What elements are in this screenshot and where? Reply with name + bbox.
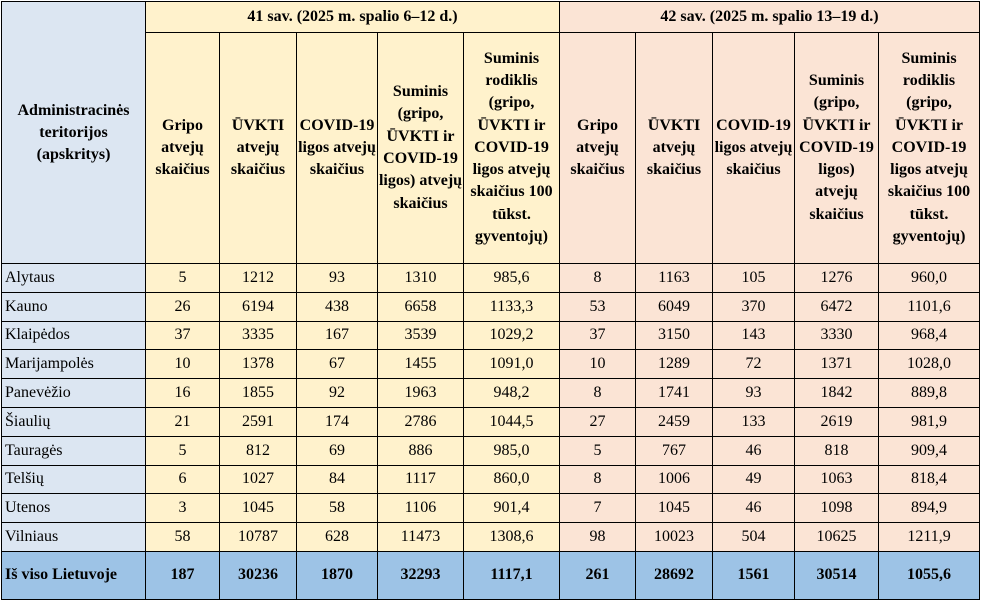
week-42-value: 8 bbox=[560, 465, 636, 494]
week-42-value: 3150 bbox=[636, 321, 713, 350]
table-row bbox=[2, 436, 980, 465]
week-42-value: 1371 bbox=[795, 350, 879, 379]
week-41-value: 1310 bbox=[378, 264, 464, 293]
week-41-value: 1045 bbox=[220, 494, 297, 523]
week-41-value: 6658 bbox=[378, 292, 464, 321]
week-41-value: 1027 bbox=[220, 465, 297, 494]
week-42-header: 42 sav. (2025 m. spalio 13–19 d.) bbox=[560, 2, 980, 33]
week-42-value: 105 bbox=[713, 264, 795, 293]
week-41-value: 1029,2 bbox=[464, 321, 560, 350]
week-41-value: 3335 bbox=[220, 321, 297, 350]
week-42-value: 53 bbox=[560, 292, 636, 321]
week-42-value: 46 bbox=[713, 436, 795, 465]
week-41-value: 1106 bbox=[378, 494, 464, 523]
week-42-value: 10 bbox=[560, 350, 636, 379]
week-41-value: 67 bbox=[297, 350, 378, 379]
table-row bbox=[2, 494, 980, 523]
week-42-value: 1211,9 bbox=[879, 523, 980, 552]
week-41-value: 1133,3 bbox=[464, 292, 560, 321]
total-cell: 1561 bbox=[713, 551, 795, 599]
week-42-value: 143 bbox=[713, 321, 795, 350]
table-row bbox=[2, 321, 980, 350]
region-name: Telšių bbox=[2, 465, 146, 494]
week-41-value: 92 bbox=[297, 379, 378, 408]
week-41-value: 174 bbox=[297, 407, 378, 436]
week-41-value: 16 bbox=[146, 379, 220, 408]
week-41-value: 1963 bbox=[378, 379, 464, 408]
week-42-value: 93 bbox=[713, 379, 795, 408]
region-name: Klaipėdos bbox=[2, 321, 146, 350]
w41-ari-header: ŪVKTI atvejų skaičius bbox=[220, 33, 297, 264]
total-cell: 30236 bbox=[220, 551, 297, 599]
w42-rate-header: Suminis rodiklis (gripo, ŪVKTI ir COVID-19 ligos atvejų skaičius 100 tūkst. gyventojų) bbox=[879, 33, 980, 264]
week-42-value: 46 bbox=[713, 494, 795, 523]
region-name: Šiaulių bbox=[2, 407, 146, 436]
week-42-value: 894,9 bbox=[879, 494, 980, 523]
week-41-value: 1855 bbox=[220, 379, 297, 408]
week-42-value: 909,4 bbox=[879, 436, 980, 465]
week-42-value: 889,8 bbox=[879, 379, 980, 408]
week-41-value: 26 bbox=[146, 292, 220, 321]
w42-sum-header: Suminis (gripo, ŪVKTI ir COVID-19 ligos) atvejų skaičius bbox=[795, 33, 879, 264]
week-41-value: 6 bbox=[146, 465, 220, 494]
total-cell: 261 bbox=[560, 551, 636, 599]
region-name: Utenos bbox=[2, 494, 146, 523]
week-41-value: 1378 bbox=[220, 350, 297, 379]
week-41-value: 84 bbox=[297, 465, 378, 494]
week-42-value: 2619 bbox=[795, 407, 879, 436]
week-42-value: 72 bbox=[713, 350, 795, 379]
region-name: Marijampolės bbox=[2, 350, 146, 379]
week-41-value: 58 bbox=[146, 523, 220, 552]
total-label: Iš viso Lietuvoje bbox=[2, 551, 146, 599]
table-row bbox=[2, 465, 980, 494]
table-row bbox=[2, 407, 980, 436]
region-column-header: Administracinės teritorijos (apskritys) bbox=[2, 2, 146, 264]
week-42-value: 1006 bbox=[636, 465, 713, 494]
week-42-value: 10023 bbox=[636, 523, 713, 552]
week-42-value: 370 bbox=[713, 292, 795, 321]
week-42-value: 504 bbox=[713, 523, 795, 552]
week-42-value: 1741 bbox=[636, 379, 713, 408]
table-row bbox=[2, 523, 980, 552]
total-cell: 1055,6 bbox=[879, 551, 980, 599]
w42-ari-header: ŪVKTI atvejų skaičius bbox=[636, 33, 713, 264]
week-41-header: 41 sav. (2025 m. spalio 6–12 d.) bbox=[146, 2, 560, 33]
week-41-value: 1044,5 bbox=[464, 407, 560, 436]
week-42-value: 1842 bbox=[795, 379, 879, 408]
week-42-value: 37 bbox=[560, 321, 636, 350]
region-name: Panevėžio bbox=[2, 379, 146, 408]
week-42-value: 7 bbox=[560, 494, 636, 523]
week-42-value: 5 bbox=[560, 436, 636, 465]
week-41-value: 11473 bbox=[378, 523, 464, 552]
week-41-value: 628 bbox=[297, 523, 378, 552]
w41-flu-header: Gripo atvejų skaičius bbox=[146, 33, 220, 264]
week-42-value: 6472 bbox=[795, 292, 879, 321]
region-name: Kauno bbox=[2, 292, 146, 321]
week-41-value: 1455 bbox=[378, 350, 464, 379]
w41-sum-header: Suminis (gripo, ŪVKTI ir COVID-19 ligos) atvejų skaičius bbox=[378, 33, 464, 264]
week-42-value: 818 bbox=[795, 436, 879, 465]
w41-covid-header: COVID-19 ligos atvejų skaičius bbox=[297, 33, 378, 264]
week-41-value: 1117 bbox=[378, 465, 464, 494]
week-41-value: 1308,6 bbox=[464, 523, 560, 552]
week-42-value: 10625 bbox=[795, 523, 879, 552]
week-41-value: 3 bbox=[146, 494, 220, 523]
week-41-value: 1212 bbox=[220, 264, 297, 293]
table-row bbox=[2, 292, 980, 321]
week-41-value: 812 bbox=[220, 436, 297, 465]
week-42-value: 960,0 bbox=[879, 264, 980, 293]
week-42-value: 1045 bbox=[636, 494, 713, 523]
week-42-value: 1289 bbox=[636, 350, 713, 379]
week-42-value: 3330 bbox=[795, 321, 879, 350]
week-42-value: 1028,0 bbox=[879, 350, 980, 379]
table-row bbox=[2, 264, 980, 293]
week-42-value: 6049 bbox=[636, 292, 713, 321]
total-cell: 1117,1 bbox=[464, 551, 560, 599]
week-42-value: 49 bbox=[713, 465, 795, 494]
total-row bbox=[2, 551, 980, 599]
week-41-value: 21 bbox=[146, 407, 220, 436]
epidemiology-table bbox=[1, 1, 980, 600]
week-41-value: 93 bbox=[297, 264, 378, 293]
week-41-value: 2591 bbox=[220, 407, 297, 436]
week-41-value: 37 bbox=[146, 321, 220, 350]
week-41-value: 167 bbox=[297, 321, 378, 350]
table-row bbox=[2, 350, 980, 379]
week-42-value: 1163 bbox=[636, 264, 713, 293]
region-name: Tauragės bbox=[2, 436, 146, 465]
week-41-value: 5 bbox=[146, 436, 220, 465]
week-41-value: 948,2 bbox=[464, 379, 560, 408]
week-41-value: 886 bbox=[378, 436, 464, 465]
week-42-value: 2459 bbox=[636, 407, 713, 436]
total-cell: 30514 bbox=[795, 551, 879, 599]
week-42-value: 767 bbox=[636, 436, 713, 465]
week-41-value: 5 bbox=[146, 264, 220, 293]
week-42-value: 1098 bbox=[795, 494, 879, 523]
week-41-value: 901,4 bbox=[464, 494, 560, 523]
week-42-value: 1276 bbox=[795, 264, 879, 293]
region-name: Alytaus bbox=[2, 264, 146, 293]
week-41-value: 438 bbox=[297, 292, 378, 321]
w42-flu-header: Gripo atvejų skaičius bbox=[560, 33, 636, 264]
total-cell: 1870 bbox=[297, 551, 378, 599]
total-cell: 28692 bbox=[636, 551, 713, 599]
week-42-value: 968,4 bbox=[879, 321, 980, 350]
week-42-value: 8 bbox=[560, 379, 636, 408]
table-row bbox=[2, 379, 980, 408]
week-41-value: 10 bbox=[146, 350, 220, 379]
week-41-value: 58 bbox=[297, 494, 378, 523]
week-41-value: 860,0 bbox=[464, 465, 560, 494]
week-42-value: 98 bbox=[560, 523, 636, 552]
week-42-value: 133 bbox=[713, 407, 795, 436]
total-cell: 32293 bbox=[378, 551, 464, 599]
week-41-value: 10787 bbox=[220, 523, 297, 552]
region-name: Vilniaus bbox=[2, 523, 146, 552]
w41-rate-header: Suminis rodiklis (gripo, ŪVKTI ir COVID-19 ligos atvejų skaičius 100 tūkst. gyventojų) bbox=[464, 33, 560, 264]
week-41-value: 69 bbox=[297, 436, 378, 465]
week-41-value: 985,6 bbox=[464, 264, 560, 293]
week-41-value: 1091,0 bbox=[464, 350, 560, 379]
week-41-value: 6194 bbox=[220, 292, 297, 321]
total-cell: 187 bbox=[146, 551, 220, 599]
week-42-value: 818,4 bbox=[879, 465, 980, 494]
week-42-value: 27 bbox=[560, 407, 636, 436]
week-42-value: 8 bbox=[560, 264, 636, 293]
w42-covid-header: COVID-19 ligos atvejų skaičius bbox=[713, 33, 795, 264]
week-41-value: 2786 bbox=[378, 407, 464, 436]
week-42-value: 1101,6 bbox=[879, 292, 980, 321]
week-42-value: 1063 bbox=[795, 465, 879, 494]
week-41-value: 985,0 bbox=[464, 436, 560, 465]
week-41-value: 3539 bbox=[378, 321, 464, 350]
week-42-value: 981,9 bbox=[879, 407, 980, 436]
